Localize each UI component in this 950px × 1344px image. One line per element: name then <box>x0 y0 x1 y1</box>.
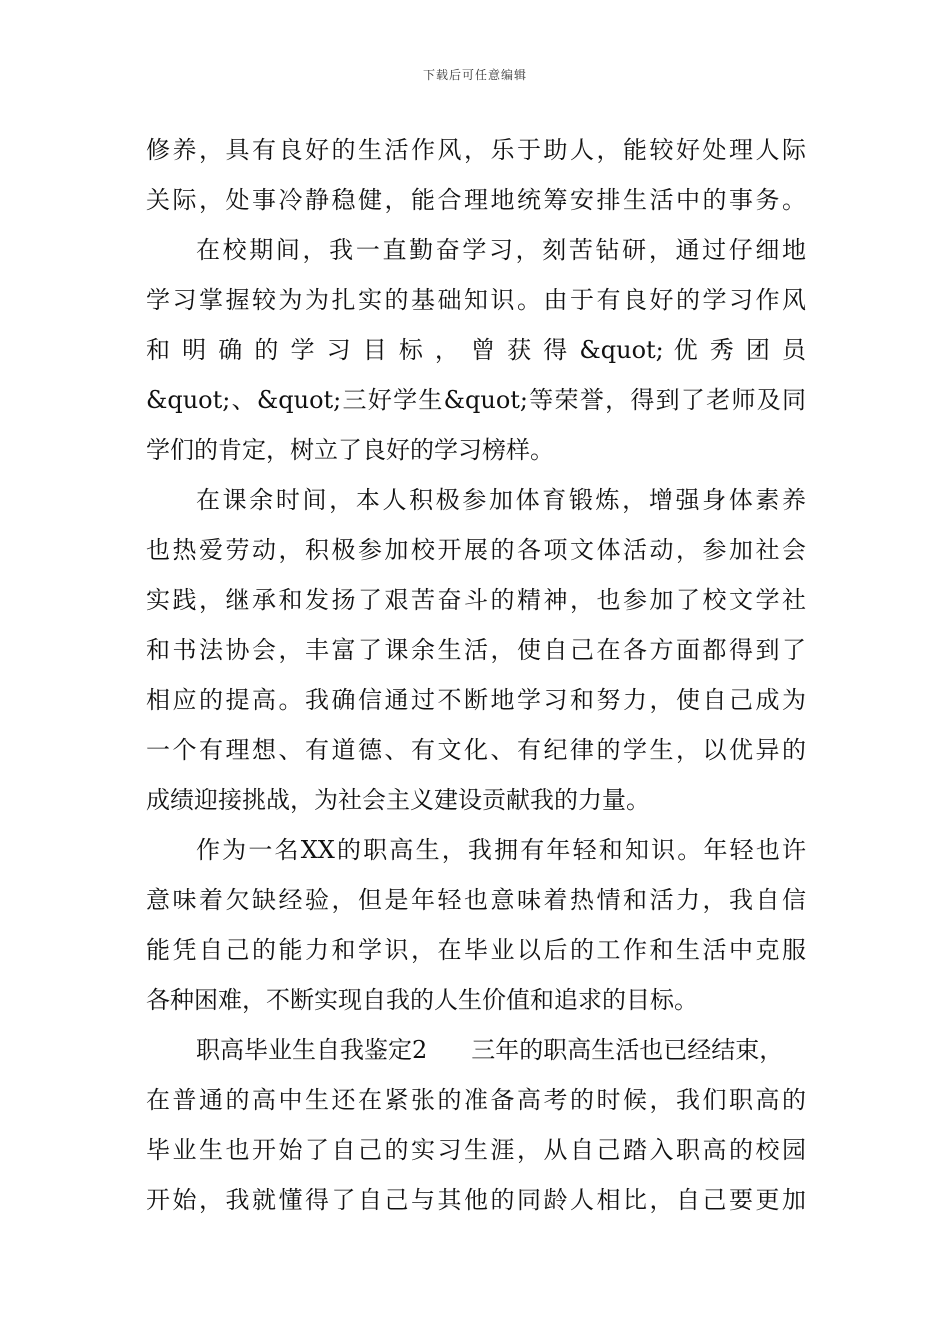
text-segment: 三年的职高生活也已经结束， <box>471 1036 784 1064</box>
text-line: 意味着欠缺经验，但是年轻也意味着热情和活力，我自信 <box>146 886 806 914</box>
text-line: 开始，我就懂得了自己与其他的同龄人相比，自己要更加 <box>146 1186 806 1214</box>
text-line: 关际，处事冷静稳健，能合理地统筹安排生活中的事务。 <box>146 186 806 214</box>
text-line: 各种困难，不断实现自我的人生价值和追求的目标。 <box>146 986 698 1014</box>
text-line: 在普通的高中生还在紧张的准备高考的时候，我们职高的 <box>146 1086 806 1114</box>
text-line: 一个有理想、有道德、有文化、有纪律的学生，以优异的 <box>146 736 806 764</box>
text-line: 实践，继承和发扬了艰苦奋斗的精神，也参加了校文学社 <box>146 586 806 614</box>
paragraph-first-line: 在校期间，我一直勤奋学习，刻苦钻研，通过仔细地 <box>196 236 806 264</box>
text-line: 修养，具有良好的生活作风，乐于助人，能较好处理人际 <box>146 136 806 164</box>
text-line: 和 明 确 的 学 习 目 标 ， 曾 获 得 &quot; 优 秀 团 员 <box>146 336 806 364</box>
text-line: 能凭自己的能力和学识，在毕业以后的工作和生活中克服 <box>146 936 806 964</box>
text-line: 相应的提高。我确信通过不断地学习和努力，使自己成为 <box>146 686 806 714</box>
text-line: 成绩迎接挑战，为社会主义建设贡献我的力量。 <box>146 786 650 814</box>
section-heading-line <box>146 1030 806 1070</box>
text-line: 学们的肯定，树立了良好的学习榜样。 <box>146 436 554 464</box>
text-line: 毕业生也开始了自己的实习生涯，从自己踏入职高的校园 <box>146 1136 806 1164</box>
text-line: 也热爱劳动，积极参加校开展的各项文体活动，参加社会 <box>146 536 806 564</box>
text-line: 和书法协会，丰富了课余生活，使自己在各方面都得到了 <box>146 636 806 664</box>
text-line: &quot;、&quot;三好学生&quot;等荣誉，得到了老师及同 <box>146 386 806 414</box>
paragraph-first-line: 在课余时间，本人积极参加体育锻炼，增强身体素养 <box>196 486 806 514</box>
section-heading: 职高毕业生自我鉴定2 <box>196 1036 428 1064</box>
page-header: 下载后可任意编辑 <box>422 68 527 82</box>
paragraph-first-line: 作为一名XX的职高生，我拥有年轻和知识。年轻也许 <box>196 836 806 864</box>
text-line: 学习掌握较为为扎实的基础知识。由于有良好的学习作风 <box>146 286 806 314</box>
